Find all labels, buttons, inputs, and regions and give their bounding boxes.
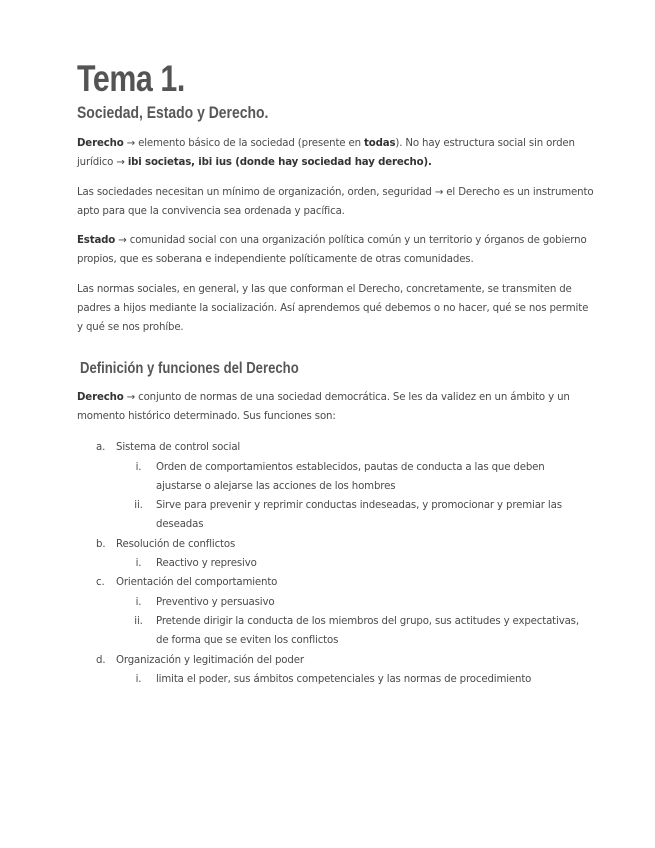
- sublist-item-text: limita el poder, sus ámbitos competenciales y las normas de procedimiento: [156, 673, 532, 685]
- list-marker: b.: [96, 538, 106, 550]
- list-item-text: Organización y legitimación del poder: [116, 654, 304, 666]
- list-item: [77, 535, 595, 574]
- paragraph-text: → comunidad social con una organización política común y un territorio y órganos de gobierno propios, que es soberana e independiente políticamente de otras comunidades.: [77, 235, 587, 266]
- sublist-marker: i.: [135, 558, 142, 570]
- sublist-marker: ii.: [134, 615, 143, 627]
- sublist-marker: i.: [135, 673, 142, 685]
- list-item: [77, 651, 595, 690]
- term-derecho-definition: Derecho: [77, 391, 124, 403]
- sublist-item-text: Orden de comportamientos establecidos, pautas de conducta a las que deben ajustarse o alejarse las acciones de los hombres: [156, 461, 545, 492]
- list-item: [77, 438, 595, 534]
- sublist-item-text: Preventivo y persuasivo: [156, 596, 275, 608]
- page-subtitle: Sociedad, Estado y Derecho.: [77, 103, 269, 122]
- list-marker: a.: [96, 442, 106, 454]
- list-marker: d.: [96, 654, 106, 666]
- list-item: [77, 573, 595, 650]
- list-item-text: Orientación del comportamiento: [116, 577, 278, 589]
- list-item-text: Sistema de control social: [116, 442, 241, 454]
- paragraph-sociedades: Las sociedades necesitan un mínimo de organización, orden, seguridad → el Derecho es un instrumento apto para que la convivencia sea ordenada y pacífica.: [77, 186, 594, 217]
- sublist-item-text: Sirve para prevenir y reprimir conductas indeseadas, y promocionar y premiar las deseadas: [156, 500, 562, 531]
- sublist-marker: ii.: [134, 500, 143, 512]
- page-title: Tema 1.: [77, 58, 185, 99]
- paragraph-text: → elemento básico de la sociedad (presente en: [123, 138, 365, 149]
- paragraph-text: → conjunto de normas de una sociedad democrática. Se les da validez en un ámbito y un momento histórico determinado. Sus funciones son:: [77, 391, 570, 422]
- sublist-item-text: Pretende dirigir la conducta de los miembros del grupo, sus actitudes y expectativas, de forma que se eviten los conflictos: [156, 615, 579, 647]
- list-marker: c.: [96, 577, 105, 589]
- paragraph-derecho: [77, 134, 595, 173]
- sublist-marker: i.: [135, 596, 142, 608]
- sublist-marker: i.: [135, 461, 142, 473]
- sublist-item-text: Reactivo y represivo: [156, 558, 257, 570]
- paragraph-definicion: [77, 388, 595, 427]
- section-heading: Definición y funciones del Derecho: [80, 359, 299, 377]
- paragraph-normas: Las normas sociales, en general, y las que conforman el Derecho, concretamente, se transmiten de padres a hijos mediante la socialización. Así aprendemos qué debemos o no hacer, qué se nos permite y qué se nos prohíbe.: [77, 283, 589, 334]
- functions-list: [77, 438, 595, 689]
- latin-phrase: ibi societas, ibi ius (donde hay sociedad hay derecho).: [127, 157, 432, 169]
- term-todas: todas: [364, 138, 396, 149]
- paragraph-estado: [77, 231, 595, 270]
- term-derecho: Derecho: [77, 138, 124, 149]
- paragraph-text: ). No hay estructura social sin orden jurídico →: [77, 138, 575, 169]
- list-item-text: Resolución de conflictos: [116, 538, 236, 550]
- term-estado: Estado: [77, 235, 116, 247]
